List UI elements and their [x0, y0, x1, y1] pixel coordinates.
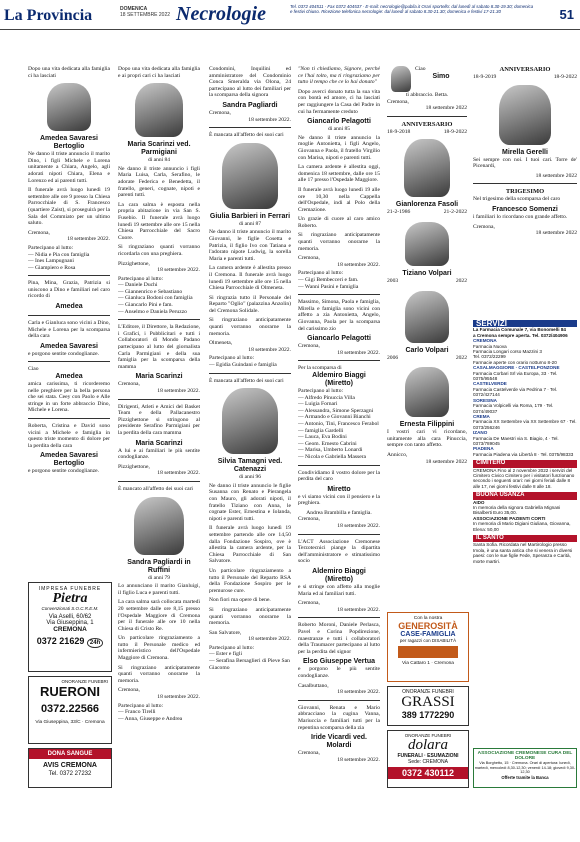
ad-logo-box	[398, 646, 458, 658]
deceased-name: Simo	[432, 72, 450, 80]
ad-brand: AVIS CREMONA	[43, 762, 97, 769]
date-from: 18-9-2018	[387, 128, 411, 135]
deceased-name: Francesco Somenzi	[492, 205, 558, 213]
ad-subtitle: CASE-FAMIGLIA	[400, 631, 456, 638]
pharmacy-entry: Farmacia Longari corso Mazzini 3	[473, 349, 542, 355]
deceased-photo	[135, 83, 183, 137]
notice-text: La camera ardente è allestita oggi, domenica 18 settembre, dalle ore 15 alle 17 presso l'Ospedale Maggiore.	[298, 164, 380, 184]
notice-signature: Andrea Brambilla e famiglia.	[306, 509, 372, 516]
deceased-name: Amedea Savaresi	[40, 342, 98, 350]
notice-intro: Per la scomparsa di	[298, 365, 342, 372]
deceased-name: Tiziano Volpari	[402, 269, 452, 277]
date-from: 2006	[387, 354, 399, 361]
condolence-entry: — Alfredo Pinuccia Villa	[298, 394, 355, 401]
condolence-entry: — Giancarlo Pini e fam.	[118, 302, 173, 309]
divider	[298, 294, 380, 295]
deceased-photo	[405, 367, 449, 417]
life-dates	[387, 355, 467, 362]
deceased-name: Sandra Pagliardi	[222, 101, 278, 109]
pharmacy-entry: Farmacia Castelverde via Pedrina 7 · Tel. 0372/427144	[473, 386, 558, 398]
condolence-entry: — Armando e Giovanni Bianchi	[298, 414, 371, 421]
divider	[118, 399, 200, 400]
notice-text: Ne danno il triste annuncio i figli Maria Luisa, Carla, Serafino, le adorate Federica e Benedetta, il fratello, generi, cognate, nipoti e parenti tutti.	[118, 165, 200, 199]
notice-quote: "Non ti chiediamo, Signore, perché ce l'hai tolto, ma ti ringraziamo per tutto il tempo che ce lo hai donato"	[298, 66, 380, 86]
notice-text: Ne danno il triste annuncio il marito Dino, i figli Michele e Lorena unitamente a Chiara, Angelo, agli adorati nipoti Chiara, Elena e Lorenzo ed ai parenti tutti.	[28, 151, 110, 184]
ad-subtitle: FUNERALI · ESUMAZIONI	[397, 753, 459, 759]
deceased-photo	[391, 66, 411, 92]
column-5	[387, 66, 467, 606]
dolara-ad	[387, 730, 469, 788]
condolence-entry: — Anna, Giuseppe e Andrea	[118, 715, 183, 722]
notice-place: Casalbuttano,	[298, 682, 329, 689]
notice-text: Si ringraziano anticipatamente quanti vorranno onorarne la memoria.	[209, 606, 291, 627]
notice-place: San Salvatore,	[209, 629, 242, 636]
deceased-photo	[222, 143, 278, 209]
accd-ad	[473, 748, 577, 788]
condolence-heading: Partecipano al lutto:	[298, 270, 344, 277]
deceased-name: Maria Scarinzi	[135, 373, 183, 381]
notice-text: Massimo, Simona, Paola e famiglia, Mirella e famiglia sono vicini con affetto a zia Antonietta, Angelo, Giovanna, Paola per la scomparsa del carissimo zio	[298, 299, 380, 332]
ad-phone-row	[29, 636, 111, 646]
cimitero-heading: CIMITERO	[473, 460, 577, 467]
divider	[28, 418, 110, 419]
anniversary-heading: ANNIVERSARIO	[401, 120, 453, 128]
notice-intro: Dopo una vita dedicata alla famiglia e ai propri cari ci ha lasciati	[118, 66, 200, 79]
divider	[209, 127, 291, 128]
pharmacy-entry: Farmacia De Maestri via S. Biagio, 4 · Tel. 0373/789045	[473, 435, 559, 446]
notice-text: e porgono sentite condoglianze.	[28, 468, 100, 475]
notice-text: L'ACT Associazione Cremonese Terzotecnici piange la dipartita dell'amministratore e stimatissimo socio	[298, 538, 380, 565]
notice-place: Annicco,	[387, 451, 408, 458]
town-heading: IZANO	[473, 430, 488, 436]
notice-date: 18 settembre 2022.	[157, 267, 200, 274]
notice-text: Un particolare ringraziamento a tutto il Personale del Reparto RSA della Fondazione Sospiro per le premurose cure.	[209, 567, 291, 594]
date-to: 2022	[455, 354, 467, 361]
deceased-name: Aldemiro Biaggi (Miretto)	[312, 371, 366, 387]
condolence-entry: — Gianluca Bodoni con famiglia	[118, 295, 193, 302]
condolence-entry: — Franco Tirelli	[118, 709, 156, 716]
notice-text: Nel trigesimo della scomparsa del caro	[473, 196, 561, 203]
column-1	[28, 66, 110, 566]
ad-phone: Tel. 0372 27232	[48, 771, 92, 777]
deceased-name: Amedea Savaresi Bertoglio	[40, 452, 98, 468]
condolence-entry: — Ester e figli	[209, 651, 243, 658]
deceased-name: Silvia Tamagni ved. Catenazzi	[217, 458, 283, 474]
deceased-photo	[405, 222, 449, 266]
charity-entry: In memoria della signora Gabriella Mignani Bisalberti Euro 35,00.	[473, 505, 561, 516]
divider	[298, 465, 380, 466]
condolence-heading: Partecipano al lutto:	[118, 275, 164, 282]
section-title: Necrologie	[176, 3, 266, 25]
ad-phone: 0372 21629	[36, 636, 85, 646]
deceased-photo	[405, 291, 449, 343]
anniversary-dates	[387, 129, 467, 136]
ad-brand: ASSOCIAZIONE CREMONESE CURA DEL DOLORE	[477, 751, 573, 761]
deceased-name: Maria Scarinzi ved. Parmigiani	[127, 141, 191, 157]
deceased-name: Amedea	[55, 373, 83, 381]
notice-text: Un grazie di cuore al caro amico Roberto.	[298, 216, 380, 229]
rueroni-ad	[28, 676, 112, 744]
pharmacy-entry: Farmacia Nuova	[473, 343, 507, 349]
condolence-heading: Partecipano al lutto:	[209, 644, 255, 651]
grassi-ad	[387, 686, 469, 726]
ad-brand: GENEROSITÀ	[398, 621, 458, 631]
divider	[118, 319, 200, 320]
deceased-name: Iride Vicardi ved. Molardi	[311, 734, 367, 750]
notice-text: Condividiamo il vostro dolore per la perdita del caro	[298, 469, 380, 483]
deceased-name: Mirella Gerelli	[502, 148, 548, 156]
condolence-entry: — Nidia e Pia con famiglia	[28, 251, 90, 258]
condolence-entry: — Gigi Bembecceri e fam.	[298, 277, 359, 284]
notice-text: Dirigenti, Atleti e Amici del Basket Team e della Pallacanestro Pizzighettone si stringono al presidente Serafino Parmigiani per la perdita della cara mamma	[118, 403, 200, 436]
notice-place: Cremona,	[298, 516, 320, 523]
condolence-entry: — famiglia Gardelli	[298, 427, 344, 434]
town-heading: CASALMAGGIORE · CASTELPONZONE	[473, 365, 560, 371]
condolence-entry: — Anselmo e Daniela Peruzzo	[118, 308, 187, 315]
deceased-name: Gianlorenza Fasoli	[395, 201, 459, 209]
notice-text: Si ringraziano quanti vorranno ricordarla con una preghiera.	[118, 244, 200, 257]
ad-brand: dolara	[407, 737, 448, 753]
notice-date: 18 settembre 2022	[425, 458, 467, 465]
notice-date: 18 settembre 2022.	[248, 116, 291, 123]
ad-heading: DONA SANGUE	[29, 749, 111, 759]
page-header	[0, 0, 580, 30]
charity-name: ASSOCIAZIONE PAZIENTI CORTI	[473, 515, 546, 521]
notice-intro: È mancata all'affetto dei suoi cari	[209, 377, 284, 384]
notice-text: Carla e Gianluca sono vicini a Dino, Michele e Lorena per la scomparsa della cara	[28, 320, 110, 340]
notice-place: Cremona,	[298, 600, 320, 607]
date-from: 2003	[387, 277, 399, 284]
notice-text: e si stringe con affetto alla moglie Maria ed ai familiari tutti.	[298, 584, 380, 597]
notice-text: Il funerale avrà luogo lunedì 19 alle ore 10,30 nella Cappella dell'Ospedale, indi al Polo della Cremazione.	[298, 186, 380, 213]
date-to: 21-2-2022	[443, 209, 467, 216]
condolence-entry: — Egidia Guindani e famiglia	[209, 362, 277, 369]
column-4	[298, 66, 380, 838]
deceased-name: Giancarlo Pelagotti	[307, 335, 371, 343]
ad-address: Via Giuseppina, 1	[46, 620, 94, 626]
notice-text: Roberto Moroni, Daniele Perlasca, Pavel e Corina Popdirezione, maestranze e tutti i collaboratori della Traumacer partecipano al lutto per la perdita del signor	[298, 622, 380, 655]
pharmacy-highlight: La Farmacia Comunale 7, via Bonomelli 84	[473, 327, 566, 333]
town-heading: CREMA	[473, 413, 490, 419]
condolence-entry: — Giampiero e Rosa	[28, 264, 76, 271]
notice-date: 18 settembre 2022.	[337, 689, 380, 696]
notice-text: Roberta, Cristina e David sono vicini a Michele e famiglia in questo triste momento di dolore per la perdita della cara	[28, 423, 110, 449]
condolence-entry: — Wanni Pasini e famiglia	[298, 283, 359, 290]
ad-24h: 24h	[87, 638, 103, 648]
ad-address: Via Aselli, 60/62	[48, 614, 92, 620]
pharmacy-entry: Farmacia Volpicelli via Roma, 179 · Tel. 0374/49037	[473, 403, 554, 414]
notice-text: I vostri cari vi ricordano, unitamente alla cara Pinuccia, sempre con tanto affetto.	[387, 429, 467, 449]
notice-text: Condomini, Inquilini ed amministratore del Condominio Conca Smeralda via Olona, 24 partecipano al lutto dei familiari per la scomparsa della signora	[209, 66, 291, 99]
pietra-ad	[28, 582, 112, 672]
trigesimo-heading: TRIGESIMO	[505, 188, 545, 196]
generosita-ad	[387, 612, 469, 682]
divider	[473, 183, 577, 184]
divider	[298, 700, 380, 701]
newspaper-title: La Provincia	[4, 7, 93, 24]
pharmacy-entry: Farmacia Piadena via Libertà 8 · Tel. 0375/98333	[473, 451, 574, 457]
ad-brand: Pietra	[52, 591, 88, 606]
notice-date: 18 settembre 2022.	[157, 470, 200, 477]
anniversary-dates	[473, 74, 577, 81]
servizi-box	[473, 320, 577, 745]
condolence-heading: Partecipano al lutto:	[209, 355, 255, 362]
deceased-name: Maria Scarinzi	[135, 439, 183, 447]
ad-heading: Con la nostra	[413, 616, 443, 621]
notice-date: 18 settembre 2022.	[337, 349, 380, 356]
buona-usanza-heading: BUONA USANZA	[473, 492, 577, 499]
pharmacy-entry: Farmacie aperte con orario notturno 8-20	[473, 359, 557, 365]
deceased-name: Elso Giuseppe Vertua	[303, 658, 375, 666]
notice-text: Ne danno il triste annuncio le figlie Susanna con Renato e Pierangela con Mauro, gli adorati nipoti, il fratello Tiziano con Anna, le cognate Ester, Ernestina e Iolanda, nipoti e parenti tutti.	[209, 482, 291, 522]
page-number: 51	[559, 7, 574, 22]
notice-text: Pina, Mina, Grazia, Patrizia si uniscono a Dino e familiari nel caro ricordo di	[28, 280, 110, 300]
divider	[28, 315, 110, 316]
notice-text: Lo annunciano il marito Gianluigi, il figlio Luca e parenti tutti.	[118, 583, 200, 596]
pharmacy-entry: Tel. 0372/22299	[473, 354, 506, 360]
ad-brand: GRASSI	[401, 694, 455, 710]
ad-heading: ONORANZE FUNEBRI	[402, 689, 454, 695]
deceased-name: Giancarlo Pelagotti	[307, 118, 371, 126]
column-6	[473, 66, 577, 316]
ad-address: Via Giuseppina, 33/C · Cremona	[35, 720, 105, 725]
notice-text: A lui e ai familiari le più sentite condoglianze.	[118, 447, 200, 461]
deceased-name: Amedea Savaresi Bertoglio	[40, 135, 98, 151]
notice-text: Il funerale avrà luogo lunedì 19 settembre partendo alle ore 14,50 dalla Fondazione Sospiro, ove è allestita la camera ardente, per la Chiesa Parrocchiale di San Salvatore.	[209, 525, 291, 565]
issue-day: DOMENICA	[120, 6, 148, 12]
notice-place: Olmeneta,	[209, 340, 233, 347]
deceased-photo	[47, 83, 91, 131]
condolence-entry: — Serafina Bersaglieri di Pieve San Giacomo	[209, 658, 290, 671]
notice-place: Pizzighettone,	[118, 260, 150, 267]
condolence-entry: — Daniele Duchi	[118, 282, 158, 289]
condolence-entry: — Luigia Fornari	[298, 401, 338, 408]
town-heading: PIADENA	[473, 446, 494, 452]
deceased-name: Aldemiro Biaggi (Miretto)	[312, 568, 366, 584]
anniversary-heading: ANNIVERSARIO	[499, 66, 551, 73]
notice-date: 18 settembre 2022.	[337, 756, 380, 763]
condolence-heading: Partecipano al lutto:	[118, 702, 164, 709]
santo-text: Santa Sofia. Ricordata nel Martirologio presso Imola, è una santa antica che si venera in diversi paesi: con le sue figlie Fede, Speranza e Carità, morte martiri.	[473, 542, 573, 564]
deceased-age: di anni 79	[148, 574, 170, 581]
date-to: 18-9-2022	[553, 74, 577, 80]
deceased-name: Miretto	[327, 485, 351, 493]
date-to: 18-9-2022	[443, 128, 467, 135]
deceased-photo	[499, 85, 551, 145]
condolence-entry: — Antonio, Tini, Francesco Ferabol	[298, 420, 379, 427]
notice-heading: Ciao	[28, 366, 39, 373]
notice-text: La cara salma sarà collocata martedì 20 settembre dalle ore 8,15 presso l'Ospedale Maggiore di Cremona per il funerale alle ore 10 nella Chiesa di Cristo Re.	[118, 599, 200, 632]
notice-text: Un particolare ringraziamento a tutto il Personale medico ed infermieristico dell'Ospedale Maggiore di Cremona.	[118, 635, 200, 662]
deceased-age: di anni 96	[239, 474, 261, 481]
notice-date: 18 settembre 2022.	[67, 236, 110, 243]
notice-date: 18 settembre 2022.	[157, 694, 200, 701]
pharmacy-entry: Farmacia Corbari Srl via Europa, 33 · Tel. 0375/95548	[473, 370, 558, 382]
notice-text: e vi siamo vicini con il pensiero e la preghiera.	[298, 493, 380, 507]
notice-text: Dopo averci donato tutta la sua vita con bontà ed amore, ci ha lasciati per raggiungere la Casa del Padre in cui ha fermamente creduto	[298, 88, 380, 115]
column-3	[209, 66, 291, 838]
notice-text: Ne danno il triste annuncio il marito Giovanni, le figlie Cosetta e Patrizia, il figlio Ivo con Tatiana e l'adorato nipote Ludwig, la sorella Maria e parenti tutti.	[209, 229, 291, 262]
deceased-photo	[222, 388, 278, 454]
life-dates	[387, 209, 467, 216]
notice-text: i familiari lo ricordano con grande affetto.	[473, 213, 568, 220]
notice-date: 18 settembre 2022	[425, 105, 467, 112]
notice-text: Giovanni, Renata e Mario abbracciano la cugina Vanna, Mariuccia e familiari tutti per la repentina scomparsa della zia	[298, 704, 380, 731]
notice-text: L'Editore, il Direttore, la Redazione, i Grafici, i Pubblicitari e tutti i Collaboratori di Mondo Padano partecipano al lutto del giornalista Carla Parmigiani e della sua famiglia per la scomparsa della mamma	[118, 324, 200, 370]
deceased-age: di anni 85	[328, 126, 350, 133]
condolence-entry: — Alessandra, Simone Sperzagni	[298, 407, 374, 414]
ad-heading: IMPRESA FUNEBRE	[38, 586, 102, 592]
ad-city: CREMONA	[53, 626, 87, 633]
ad-phone: 0372.22566	[40, 703, 100, 715]
notice-date: 18 settembre 2022	[535, 172, 577, 179]
cimitero-text: CREMONA Fino al 2 novembre 2022 i servizi del Cimitero Civico Cimitero per i visitatori funzionano secondo i seguenti orari: nei giorni feriali dalle 8 alle 17, nei giorni festivi dalle 8 alle 18.	[473, 467, 575, 489]
ad-text: Via Borghetto, 15 · Cremona. Orari di apertura: lunedì, martedì, mercoledì 8,30-12,30; venerdì 14-18; giovedì 9,30-12,30	[474, 761, 576, 775]
deceased-name: Giulia Barbieri in Ferrari	[209, 212, 291, 220]
notice-text: Si ringraziano anticipatamente quanti vorranno onorarne la memoria.	[118, 664, 200, 684]
ad-footer: Offerte tramite la Banca	[501, 774, 549, 780]
date-from: 21-2-1986	[387, 209, 411, 216]
pharmacy-entry: Farmacia XX Settembre via XX Settembre 67 · Tel. 0373/256246	[473, 419, 577, 430]
condolence-entry: — Giannenrico e Sebastiano	[118, 288, 183, 295]
deceased-name: Amedea	[55, 303, 83, 311]
pharmacy-highlight: a Cremona sempre aperta. Tel. 0372/404906	[473, 332, 568, 338]
notice-place: Cremona,	[298, 750, 320, 757]
town-heading: SORESINA	[473, 397, 497, 403]
ad-text: per ragazzi con DISABILITÀ	[399, 638, 457, 643]
notice-text: Si ringraziano anticipatamente quanti vorranno onorarne la memoria.	[298, 232, 380, 252]
notice-date: 18 settembre 2022	[535, 230, 577, 237]
condolence-heading: Partecipano al lutto:	[298, 387, 344, 394]
date-to: 2022	[455, 277, 467, 284]
notice-place: Cremona,	[209, 109, 231, 116]
ad-heading: ONORANZE FUNEBRI	[404, 733, 452, 738]
town-heading: CREMONA	[473, 338, 497, 344]
avis-ad	[28, 748, 112, 788]
notice-place: Pizzighettone,	[118, 463, 150, 470]
notice-place: Cremona,	[473, 223, 495, 230]
condolence-entry: — Marisa, Umberto Lonardi	[298, 447, 363, 454]
ad-brand: RUERONI	[40, 684, 100, 699]
condolence-heading: Partecipano al lutto:	[28, 244, 74, 251]
issue-date	[120, 6, 170, 18]
deceased-age: di anni 87	[239, 220, 261, 227]
date-from: 18-9-2019	[473, 74, 497, 80]
santo-heading: IL SANTO	[473, 535, 577, 542]
deceased-age: di anni 84	[148, 157, 170, 164]
notice-intro: È mancata all'affetto dei suoi cari	[209, 132, 284, 139]
condolence-entry: — Geom. Ernesto Cabrini	[298, 440, 357, 447]
ad-phone: 389 1772290	[401, 710, 455, 720]
divider	[298, 617, 380, 618]
notice-place: Cremona,	[118, 687, 140, 694]
divider	[28, 275, 110, 276]
divider	[118, 481, 200, 482]
notice-date: 18 settembre 2022.	[337, 523, 380, 530]
divider	[298, 360, 380, 361]
ad-phone: 0372 430112	[388, 767, 468, 779]
notice-date: 18 settembre 2022.	[157, 388, 200, 394]
divider	[387, 116, 467, 117]
deceased-photo	[134, 497, 184, 555]
deceased-photo	[404, 139, 450, 197]
divider	[298, 534, 380, 535]
charity-name: AIDO	[473, 499, 485, 505]
notice-text: ti abbraccio. Betta.	[405, 92, 449, 98]
notice-text: Si ringrazia tutto il Personale del Reparto "Oglio" (palazzina Anzolin) del Cremona Solidale.	[209, 294, 291, 314]
notice-text: e porgono sentite condoglianze.	[28, 350, 100, 357]
condolence-entry: — Nicola e Gabriella Massera	[298, 453, 367, 460]
notice-text: La camera ardente è allestita presso il Cremona. Il funerale avrà luogo lunedì 19 settembre alle ore 15 nella Chiesa Parrocchiale di Olmeneta.	[209, 265, 291, 292]
notice-date: 18 settembre 2022.	[337, 261, 380, 268]
deceased-name: Ernesta Filippini	[399, 421, 455, 429]
notice-text: Non fiori ma opere di bene.	[209, 597, 271, 604]
notice-date: 18 settembre 2022.	[248, 636, 291, 643]
column-2	[118, 66, 200, 838]
notice-place: Cremona,	[298, 255, 320, 262]
notice-place: Cremona,	[387, 98, 409, 105]
ad-heading: ONORANZE FUNEBRI	[61, 679, 108, 684]
notice-text: Il funerale avrà luogo lunedì 19 settembre alle ore 9 presso la Chiesa Parrocchiale di S. Francesco (quartiere Zaist), si proseguirà per la Sala del Commiato per un ultimo saluto.	[28, 187, 110, 227]
town-heading: CASTELVERDE	[473, 381, 507, 387]
notice-date: 18 settembre 2022.	[337, 606, 380, 613]
notice-intro: Dopo una vita dedicata alla famiglia ci ha lasciati	[28, 66, 110, 79]
notice-text: Sei sempre con noi. I tuoi cari. Torre de' Picenardi,	[473, 156, 577, 170]
ad-city: Sede: CREMONA	[407, 759, 448, 765]
divider	[28, 361, 110, 362]
notice-text: e porgono le più sentite condoglianze.	[298, 666, 380, 679]
contact-info: Tel. 0372 404511 · Fax 0372 404537 · E-mail: necrologie@publia.it Orari sportello: dal lunedì al sabato 8.30-19.30; domenica e festivi chiuso. Ricezione telefonica necrologie: dal lunedì al sabato 8.30-21.30; domenica e festivi 17-21.30	[290, 4, 534, 15]
notice-heading: Ciao	[415, 66, 426, 72]
notice-intro: È mancato all'affetto dei suoi cari	[118, 485, 193, 492]
notice-text: Ne danno il triste annuncio la moglie Antonietta, i figli Angelo, Giovanna e Paola, il fratello Virgilio con Marisa, nipoti e parenti tutti.	[298, 134, 380, 161]
deceased-name: Sandra Pagliardi in Ruffini	[127, 558, 191, 574]
notice-text: Si ringraziano anticipatamente quanti vorranno onorarne la memoria.	[209, 317, 291, 337]
notice-place: Cremona,	[28, 229, 50, 236]
condolence-entry: — Ines Lampugnani	[28, 258, 74, 265]
notice-place: Cremona,	[298, 343, 320, 350]
notice-text: La cara salma è esposta nella propria abitazione in via San S. Fusebio. Il funerale avrà luogo lunedì 19 settembre alle ore 15 nella Chiesa Parrocchiale del Sacro Cuore.	[118, 201, 200, 241]
deceased-name: Carlo Volpari	[405, 346, 449, 354]
servizi-title: SERVIZI	[473, 320, 577, 327]
ad-subtitle: Convenzionati S.O.C.R.E.M.	[41, 606, 99, 611]
life-dates	[387, 278, 467, 285]
condolence-entry: — Lauca, Eva Bodini	[298, 434, 347, 441]
divider	[209, 373, 291, 374]
notice-date: 18 settembre 2022.	[248, 346, 291, 353]
charity-entry: In memoria di Mario Digiani Giuliana, Giovanna, Elena: 50,00	[473, 521, 571, 532]
notice-place: Cremona,	[118, 381, 140, 388]
notice-text: amica carissima, ti ricorderemo nelle preghiere per la bella persona che sei stata. Ceey con Paolo e Alle stringe in un forte abbraccio Dino, Michele e Lorena.	[28, 381, 110, 414]
issue-date-text: 18 SETTEMBRE 2022	[120, 12, 171, 18]
ad-address: Via Cattaro 1 · Cremona	[402, 661, 454, 666]
